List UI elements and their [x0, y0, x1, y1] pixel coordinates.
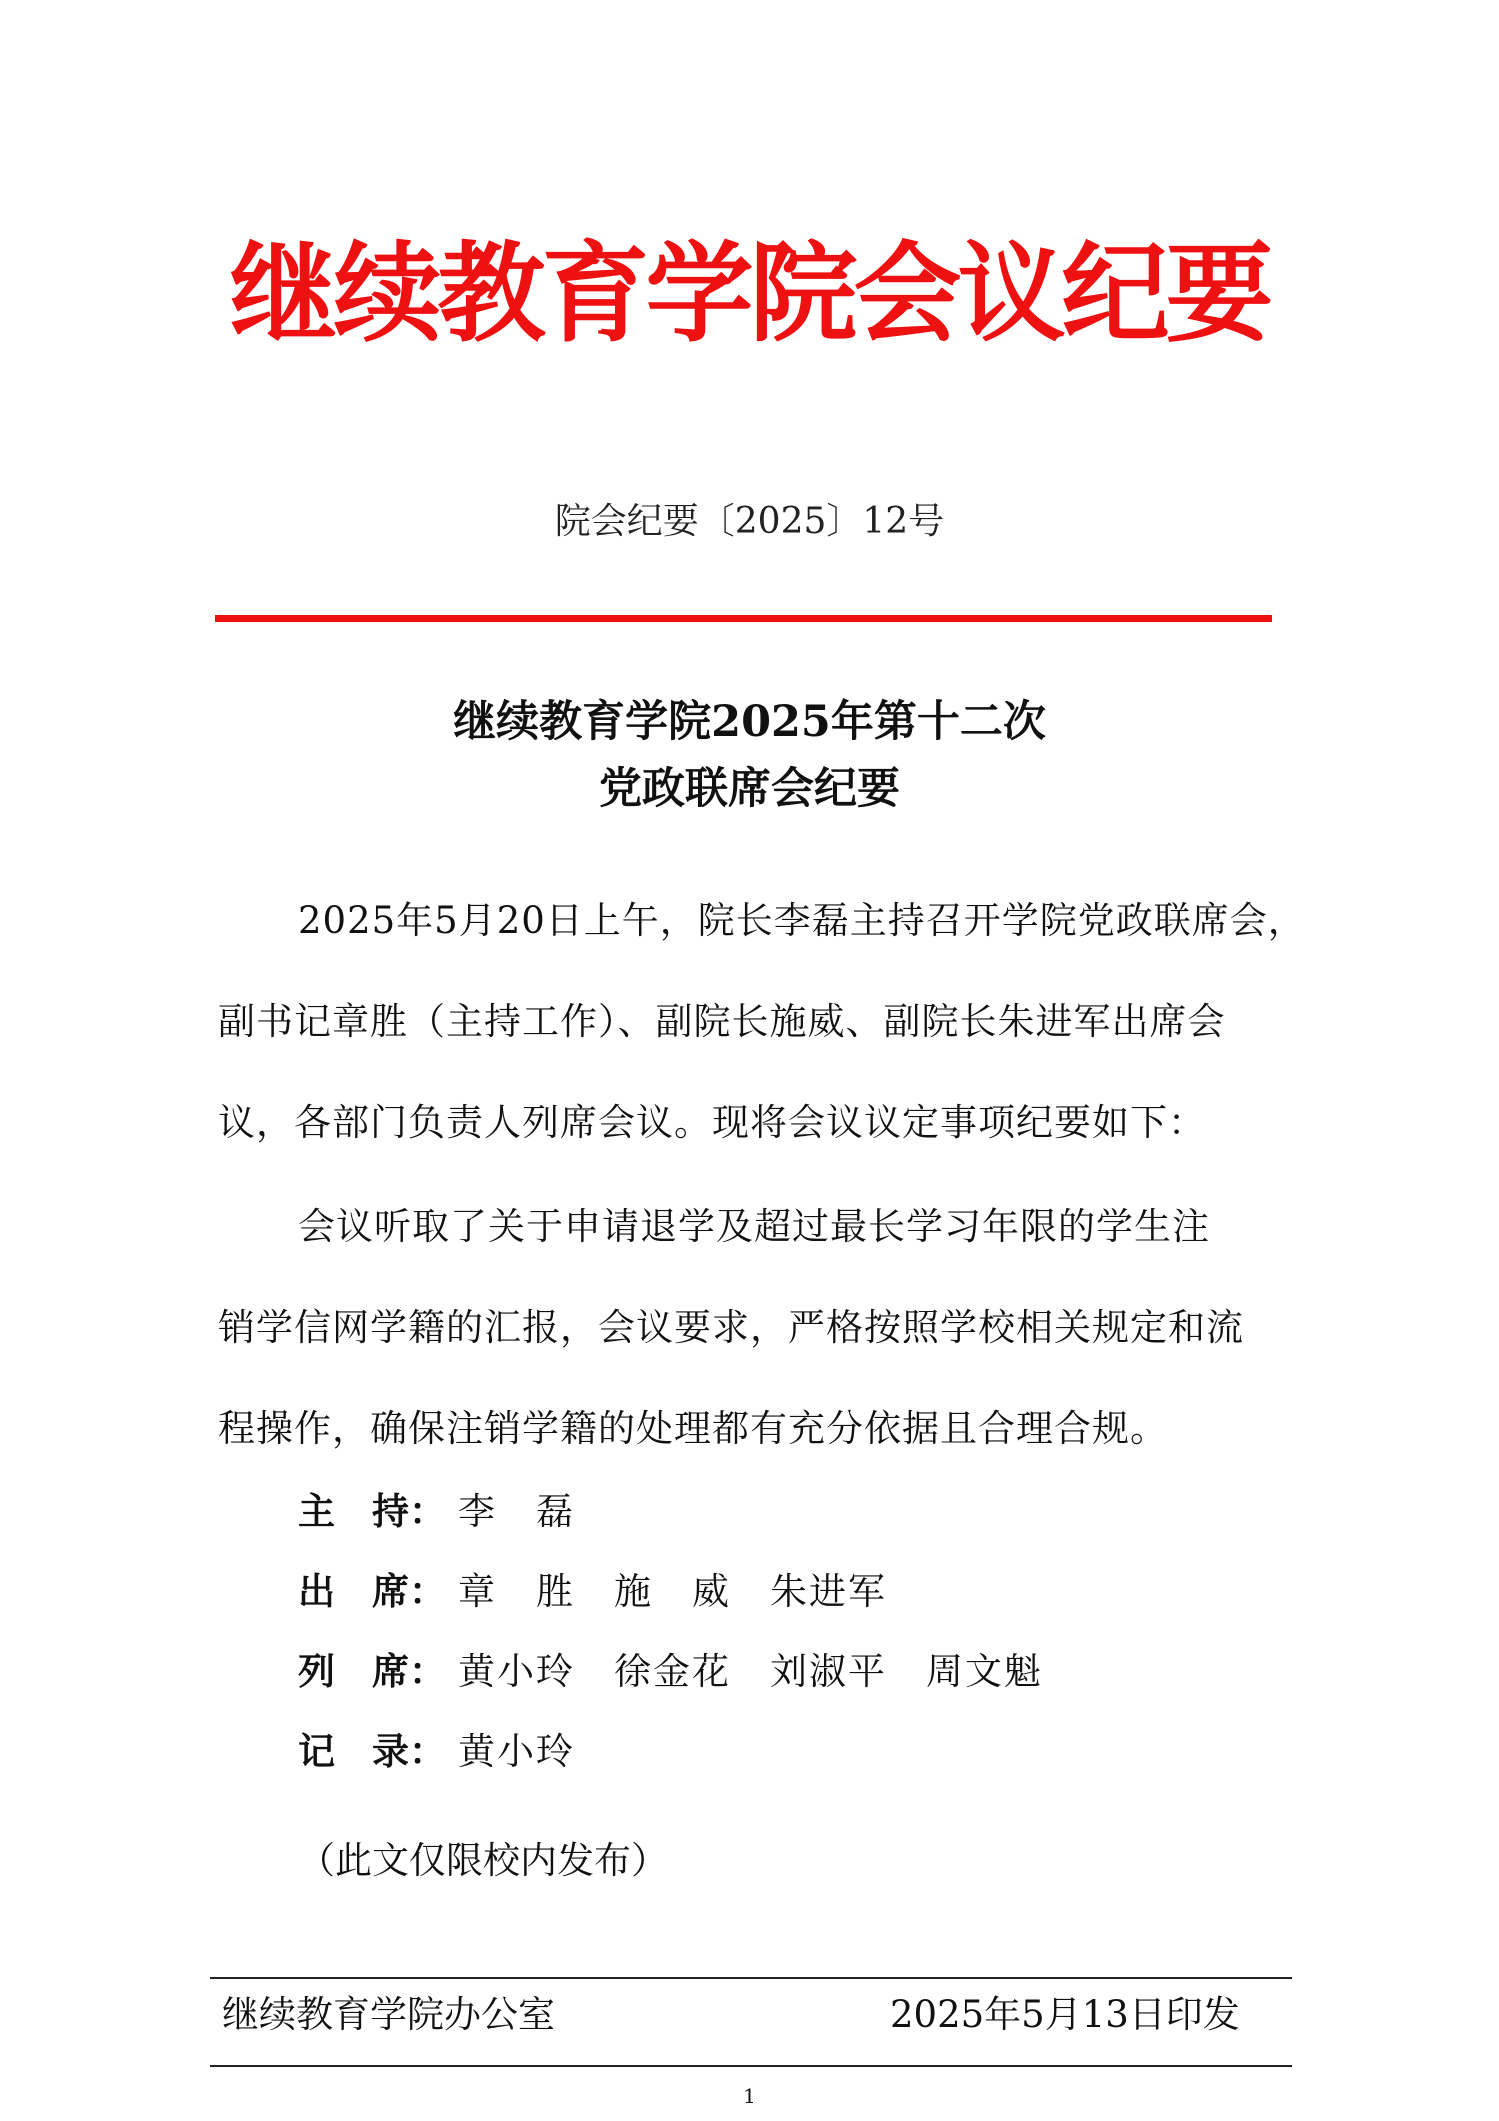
- role-names: 黄小玲 徐金花 刘淑平 周文魁: [458, 1650, 1043, 1693]
- footer-top-rule: [210, 1977, 1292, 1979]
- role-observers: [298, 1647, 1043, 1697]
- role-names: 黄小玲: [458, 1730, 575, 1773]
- role-label: 主 持：: [298, 1490, 446, 1533]
- role-label: 记 录：: [298, 1730, 446, 1773]
- role-label: 列 席：: [298, 1650, 446, 1693]
- body-line: 副书记章胜（主持工作）、副院长施威、副院长朱进军出席会: [218, 1000, 1226, 1043]
- issuer: 继续教育学院办公室: [222, 1993, 555, 2036]
- footer-bottom-rule: [210, 2065, 1292, 2067]
- document-number: 院会纪要〔2025〕12号: [554, 501, 945, 542]
- role-host: [298, 1487, 575, 1537]
- body-line: 程操作，确保注销学籍的处理都有充分依据且合理合规。: [218, 1407, 1168, 1450]
- role-label: 出 席：: [298, 1570, 446, 1613]
- body-line: 议，各部门负责人列席会议。现将会议议定事项纪要如下：: [218, 1101, 1206, 1144]
- issue-date: 2025年5月13日印发: [890, 1993, 1240, 2036]
- page-number: 1: [743, 2084, 756, 2108]
- body-line: 会议听取了关于申请退学及超过最长学习年限的学生注: [298, 1205, 1210, 1248]
- body-line: 2025年5月20日上午，院长李磊主持召开学院党政联席会，: [298, 899, 1306, 942]
- role-names: 章 胜 施 威 朱进军: [458, 1570, 887, 1613]
- document-title-line-2: 党政联席会纪要: [599, 764, 900, 814]
- distribution-note: （此文仅限校内发布）: [298, 1839, 668, 1882]
- role-recorder: [298, 1727, 575, 1777]
- body-line: 销学信网学籍的汇报，会议要求，严格按照学校相关规定和流: [218, 1306, 1244, 1349]
- role-names: 李 磊: [458, 1490, 575, 1533]
- role-attendees: [298, 1567, 887, 1617]
- red-divider: [215, 615, 1272, 622]
- masthead-title: 继续教育学院会议纪要: [229, 232, 1270, 357]
- document-title-line-1: 继续教育学院2025年第十二次: [453, 697, 1046, 747]
